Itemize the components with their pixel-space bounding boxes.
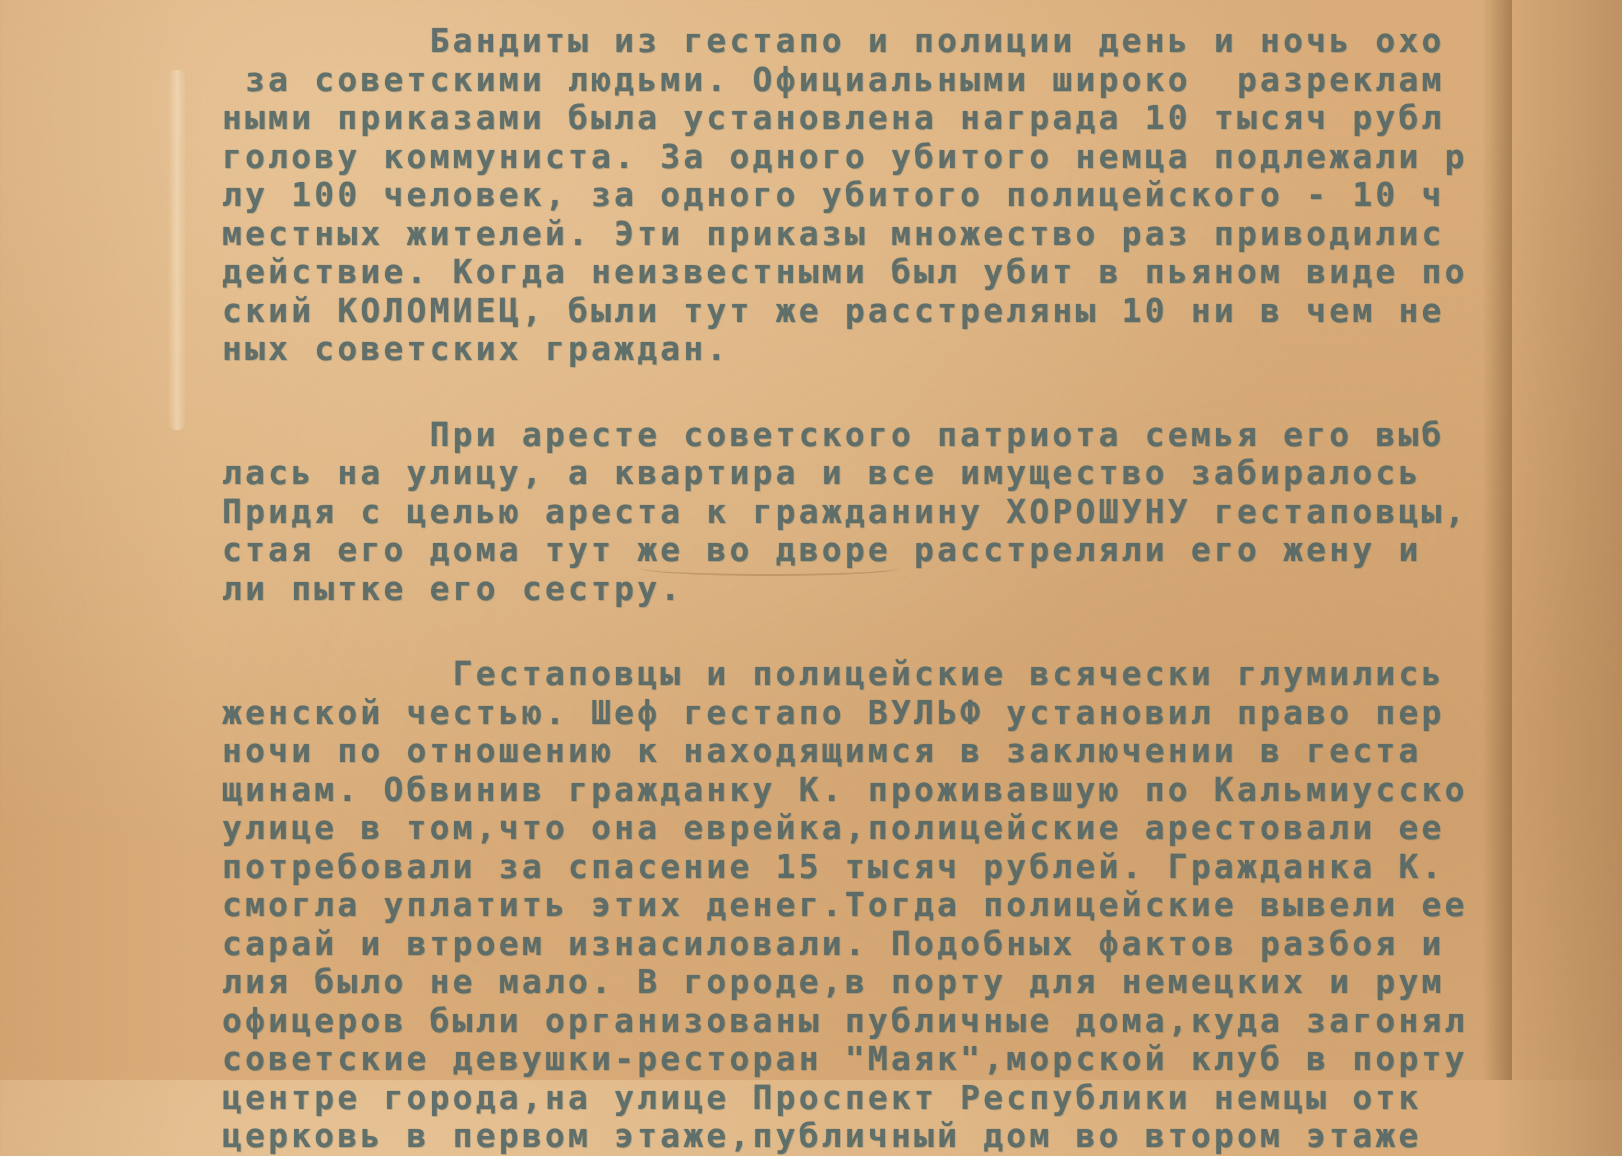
text-line: При аресте советского патриота семья его выб [222, 414, 1445, 454]
paragraph-spacer [222, 369, 1622, 416]
text-line: лия было не мало. В городе,в порту для немецких и рум [222, 962, 1445, 1001]
paragraph-2 [222, 416, 1622, 609]
text-line: потребовали за спасение 15 тысяч рублей. Гражданка К. [222, 846, 1445, 886]
text-line: щинам. Обвинив гражданку К. проживавшую по Кальмиусско [222, 769, 1468, 809]
text-line: сарай и втроем изнасиловали. Подобных фактов разбоя и [222, 923, 1445, 963]
text-line: голову коммуниста. За одного убитого немца подлежали р [222, 136, 1468, 176]
text-line: лась на улицу, а квартира и все имущество забиралось [222, 453, 1422, 492]
text-line: смогла уплатить этих денег.Тогда полицейские вывели ее [222, 885, 1468, 924]
text-line: Гестаповцы и полицейские всячески глумились [222, 654, 1445, 693]
text-line: офицеров были организованы публичные дома,куда загонял [222, 1000, 1468, 1040]
text-line: центре города,на улице Проспект Республики немцы отк [222, 1077, 1422, 1117]
text-line: стая его дома тут же во дворе расстреляли его жену и [222, 530, 1422, 569]
text-line: ными приказами была установлена награда 10 тысяч рубл [222, 98, 1445, 137]
text-line: ли пытке его сестру. [222, 568, 684, 608]
text-line: Придя с целью ареста к гражданину ХОРОШУНУ гестаповцы, [222, 491, 1468, 531]
text-line: церковь в первом этаже,публичный дом во втором этаже [222, 1116, 1422, 1155]
text-line: лу 100 человек, за одного убитого полицейского - 10 ч [222, 175, 1445, 214]
paragraph-spacer [222, 608, 1622, 655]
text-line: действие. Когда неизвестными был убит в пьяном виде по [222, 252, 1468, 291]
text-line: ных советских граждан. [222, 329, 730, 368]
paper-stain [168, 70, 186, 430]
paragraph-3 [222, 655, 1622, 1156]
paragraph-1 [222, 22, 1622, 369]
text-line: советские девушки-ресторан "Маяк",морской клуб в порту [222, 1039, 1468, 1078]
text-line: за советскими людьми. Официальными широко разреклам [222, 59, 1445, 99]
text-line: женской честью. Шеф гестапо ВУЛЬФ установил право пер [222, 692, 1445, 732]
typewritten-text [222, 22, 1622, 1156]
text-line: ский КОЛОМИЕЦ, были тут же расстреляны 10 ни в чем не [222, 290, 1445, 330]
text-line: местных жителей. Эти приказы множество раз приводилис [222, 213, 1445, 253]
text-line: Бандиты из гестапо и полиции день и ночь охо [222, 21, 1445, 60]
text-line: улице в том,что она еврейка,полицейские арестовали ее [222, 808, 1445, 847]
text-line: ночи по отношению к находящимся в заключении в геста [222, 731, 1422, 770]
